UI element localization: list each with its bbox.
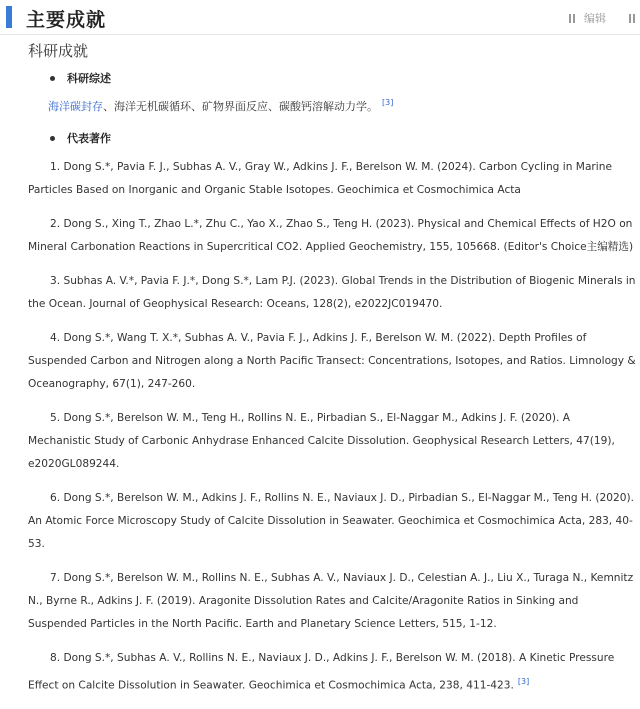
publication-item	[28, 647, 636, 698]
subsection-title: 科研成就	[28, 42, 89, 60]
summary-heading: 科研综述	[67, 72, 111, 85]
publication-item	[28, 270, 636, 316]
bullet-icon	[50, 136, 55, 141]
publications-heading-row	[50, 130, 111, 146]
publication-item	[28, 567, 636, 636]
more-icon[interactable]	[628, 13, 638, 23]
edit-button[interactable]: 编辑	[584, 12, 606, 25]
publication-item	[28, 327, 636, 396]
header-actions	[568, 10, 640, 26]
citation-ref[interactable]: [3]	[517, 677, 530, 686]
publication-item	[28, 156, 636, 202]
publication-text: 2. Dong S., Xing T., Zhao L.*, Zhu C., Yao X., Zhao S., Teng H. (2023). Physical and Chemical Effects of H2O on Mineral Carbonation Reactions in Supercritical CO2. Applied Geochemistry, 155, 105668. (Editor's Choice主编精选)	[28, 218, 634, 253]
section-accent-bar	[6, 6, 12, 28]
summary-text: 、海洋无机碳循环、矿物界面反应、碳酸钙溶解动力学。	[103, 100, 378, 113]
publications-heading: 代表著作	[67, 132, 111, 145]
edit-icon[interactable]	[568, 13, 578, 23]
section-header	[0, 0, 640, 35]
bullet-icon	[50, 76, 55, 81]
publication-list	[28, 156, 636, 709]
citation-ref[interactable]: [3]	[382, 98, 394, 108]
publication-text: 5. Dong S.*, Berelson W. M., Teng H., Rollins N. E., Pirbadian S., El-Naggar M., Adkins J. F. (2020). A Mechanistic Study of Carbonic Anhydrase Enhanced Calcite Dissolution. Geophysical Research Letters, 47(19), e2020GL089244.	[28, 412, 615, 470]
publication-item	[28, 213, 636, 259]
publication-text: 4. Dong S.*, Wang T. X.*, Subhas A. V., Pavia F. J., Adkins J. F., Berelson W. M. (2022). Depth Profiles of Suspended Carbon and Nitrogen along a North Pacific Transect: Concentrations, Isotopes, and Ratios. Limnology & Oceanography, 67(1), 247-260.	[28, 332, 636, 390]
section-title: 主要成就	[26, 9, 107, 31]
publication-text: 6. Dong S.*, Berelson W. M., Adkins J. F., Rollins N. E., Naviaux J. D., Pirbadian S., El-Naggar M., Teng H. (2020). An Atomic Force Microscopy Study of Calcite Dissolution in Seawater. Geochimica et Cosmochimica Acta, 283, 40-53.	[28, 492, 635, 550]
publication-item	[28, 487, 636, 556]
research-summary	[48, 98, 393, 114]
publication-text: 7. Dong S.*, Berelson W. M., Rollins N. E., Subhas A. V., Naviaux J. D., Celestian A. J., Liu X., Turaga N., Kemnitz N., Byrne R., Adkins J. F. (2019). Aragonite Dissolution Rates and Calcite/Aragonite Ratios in Sinking and Suspended Particles in the North Pacific. Earth and Planetary Science Letters, 515, 1-12.	[28, 572, 634, 630]
publication-text: 3. Subhas A. V.*, Pavia F. J.*, Dong S.*, Lam P.J. (2023). Global Trends in the Distribution of Biogenic Minerals in the Ocean. Journal of Geophysical Research: Oceans, 128(2), e2022JC019470.	[28, 275, 636, 310]
publication-text: 8. Dong S.*, Subhas A. V., Rollins N. E., Naviaux J. D., Adkins J. F., Berelson W. M. (2018). A Kinetic Pressure Effect on Calcite Dissolution in Seawater. Geochimica et Cosmochimica Acta, 238, 411-423.	[28, 652, 615, 692]
publication-text: 1. Dong S.*, Pavia F. J., Subhas A. V., Gray W., Adkins J. F., Berelson W. M. (2024). Carbon Cycling in Marine Particles Based on Inorganic and Organic Stable Isotopes. Geochimica et Cosmochimica Acta	[28, 161, 612, 196]
publication-item	[28, 407, 636, 476]
summary-link[interactable]: 海洋碳封存	[48, 100, 103, 113]
summary-heading-row	[50, 70, 111, 86]
